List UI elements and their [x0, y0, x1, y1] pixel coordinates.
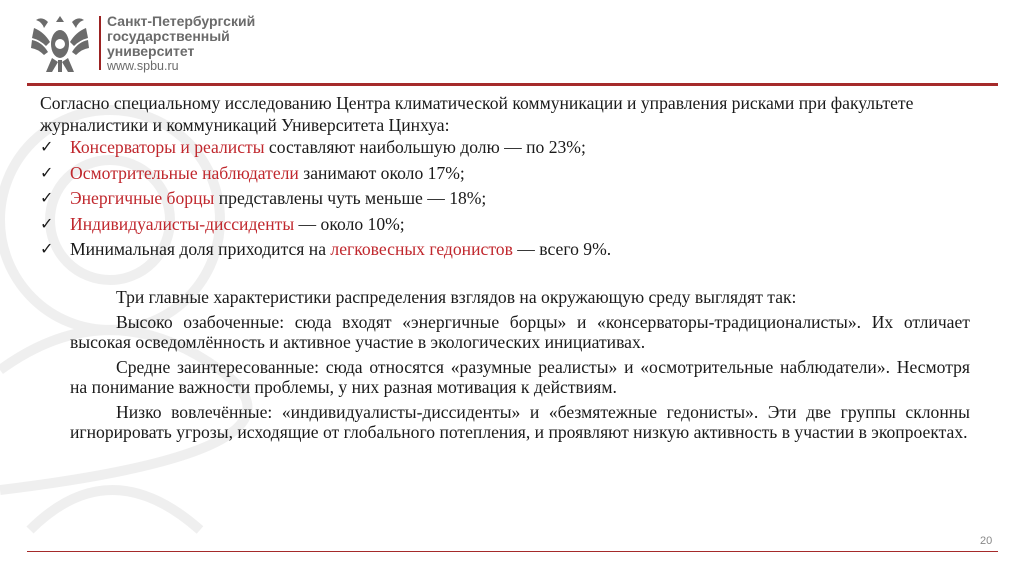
paragraph-high-concern: Высоко озабоченные: сюда входят «энергичные борцы» и «консерваторы-традиционалисты». Их отличает высокая осведомлённость и активное участие в экологических инициативах.: [70, 311, 970, 352]
header-rule: [27, 83, 998, 86]
list-item: [40, 187, 970, 209]
highlight-text: Энергичные борцы: [70, 188, 215, 208]
highlight-text: Консерваторы и реалисты: [70, 137, 265, 157]
logo-line-1: Санкт-Петербургский: [107, 13, 256, 29]
logo-divider: [99, 16, 101, 70]
checkmark-icon: ✓: [40, 188, 54, 207]
item-text: представлены чуть меньше — 18%;: [214, 188, 487, 208]
highlight-text: Осмотрительные наблюдатели: [70, 162, 299, 183]
slide-header: [0, 0, 1024, 85]
item-text: — около 10%;: [294, 213, 405, 234]
double-headed-eagle-icon: [28, 10, 92, 76]
logo-line-3: университет: [107, 43, 195, 59]
section-lead: Три главные характеристики распределения взглядов на окружающую среду выглядят так:: [116, 287, 797, 307]
checkmark-icon: ✓: [40, 162, 54, 182]
highlight-text: легковесных гедонистов: [330, 239, 513, 259]
list-item: [40, 162, 970, 184]
footer-rule: [27, 551, 998, 552]
intro-text: Согласно специальному исследованию Центра климатической коммуникации и управления рисками при факультете журналистики и коммуникаций Университета Цинхуа:: [40, 93, 914, 135]
paragraph-low-engagement: Низко вовлечённые: «индивидуалисты-диссиденты» и «безмятежные гедонисты». Эти две группы склонны игнорировать угрозы, исходящие от глобального потепления, и проявляют низкую активность в участии в экопроектах.: [70, 401, 970, 442]
logo-url[interactable]: www.spbu.ru: [107, 59, 179, 73]
list-item: [40, 213, 970, 235]
item-text: составляют наибольшую долю — по 23%;: [264, 137, 586, 157]
characteristics-section: [40, 287, 970, 443]
highlight-text: Индивидуалисты-диссиденты: [70, 213, 295, 234]
checkmark-icon: ✓: [40, 239, 54, 258]
list-item: [40, 238, 970, 260]
logo-line-2: государственный: [107, 28, 230, 44]
list-item: [40, 136, 970, 158]
item-text: — всего 9%.: [512, 239, 612, 259]
paragraph-medium-interest: Средне заинтересованные: сюда относятся «разумные реалисты» и «осмотрительные наблюдатели». Несмотря на понимание важности проблемы, у них разная мотивация к действиям.: [70, 356, 970, 397]
findings-list: [40, 136, 970, 260]
page-number: 20: [980, 535, 993, 547]
item-text-before: Минимальная доля приходится на: [70, 239, 331, 259]
checkmark-icon: ✓: [40, 137, 54, 156]
university-logo-text: [107, 14, 255, 74]
item-text: занимают около 17%;: [298, 162, 465, 183]
slide-body: [40, 92, 970, 447]
checkmark-icon: ✓: [40, 213, 54, 233]
